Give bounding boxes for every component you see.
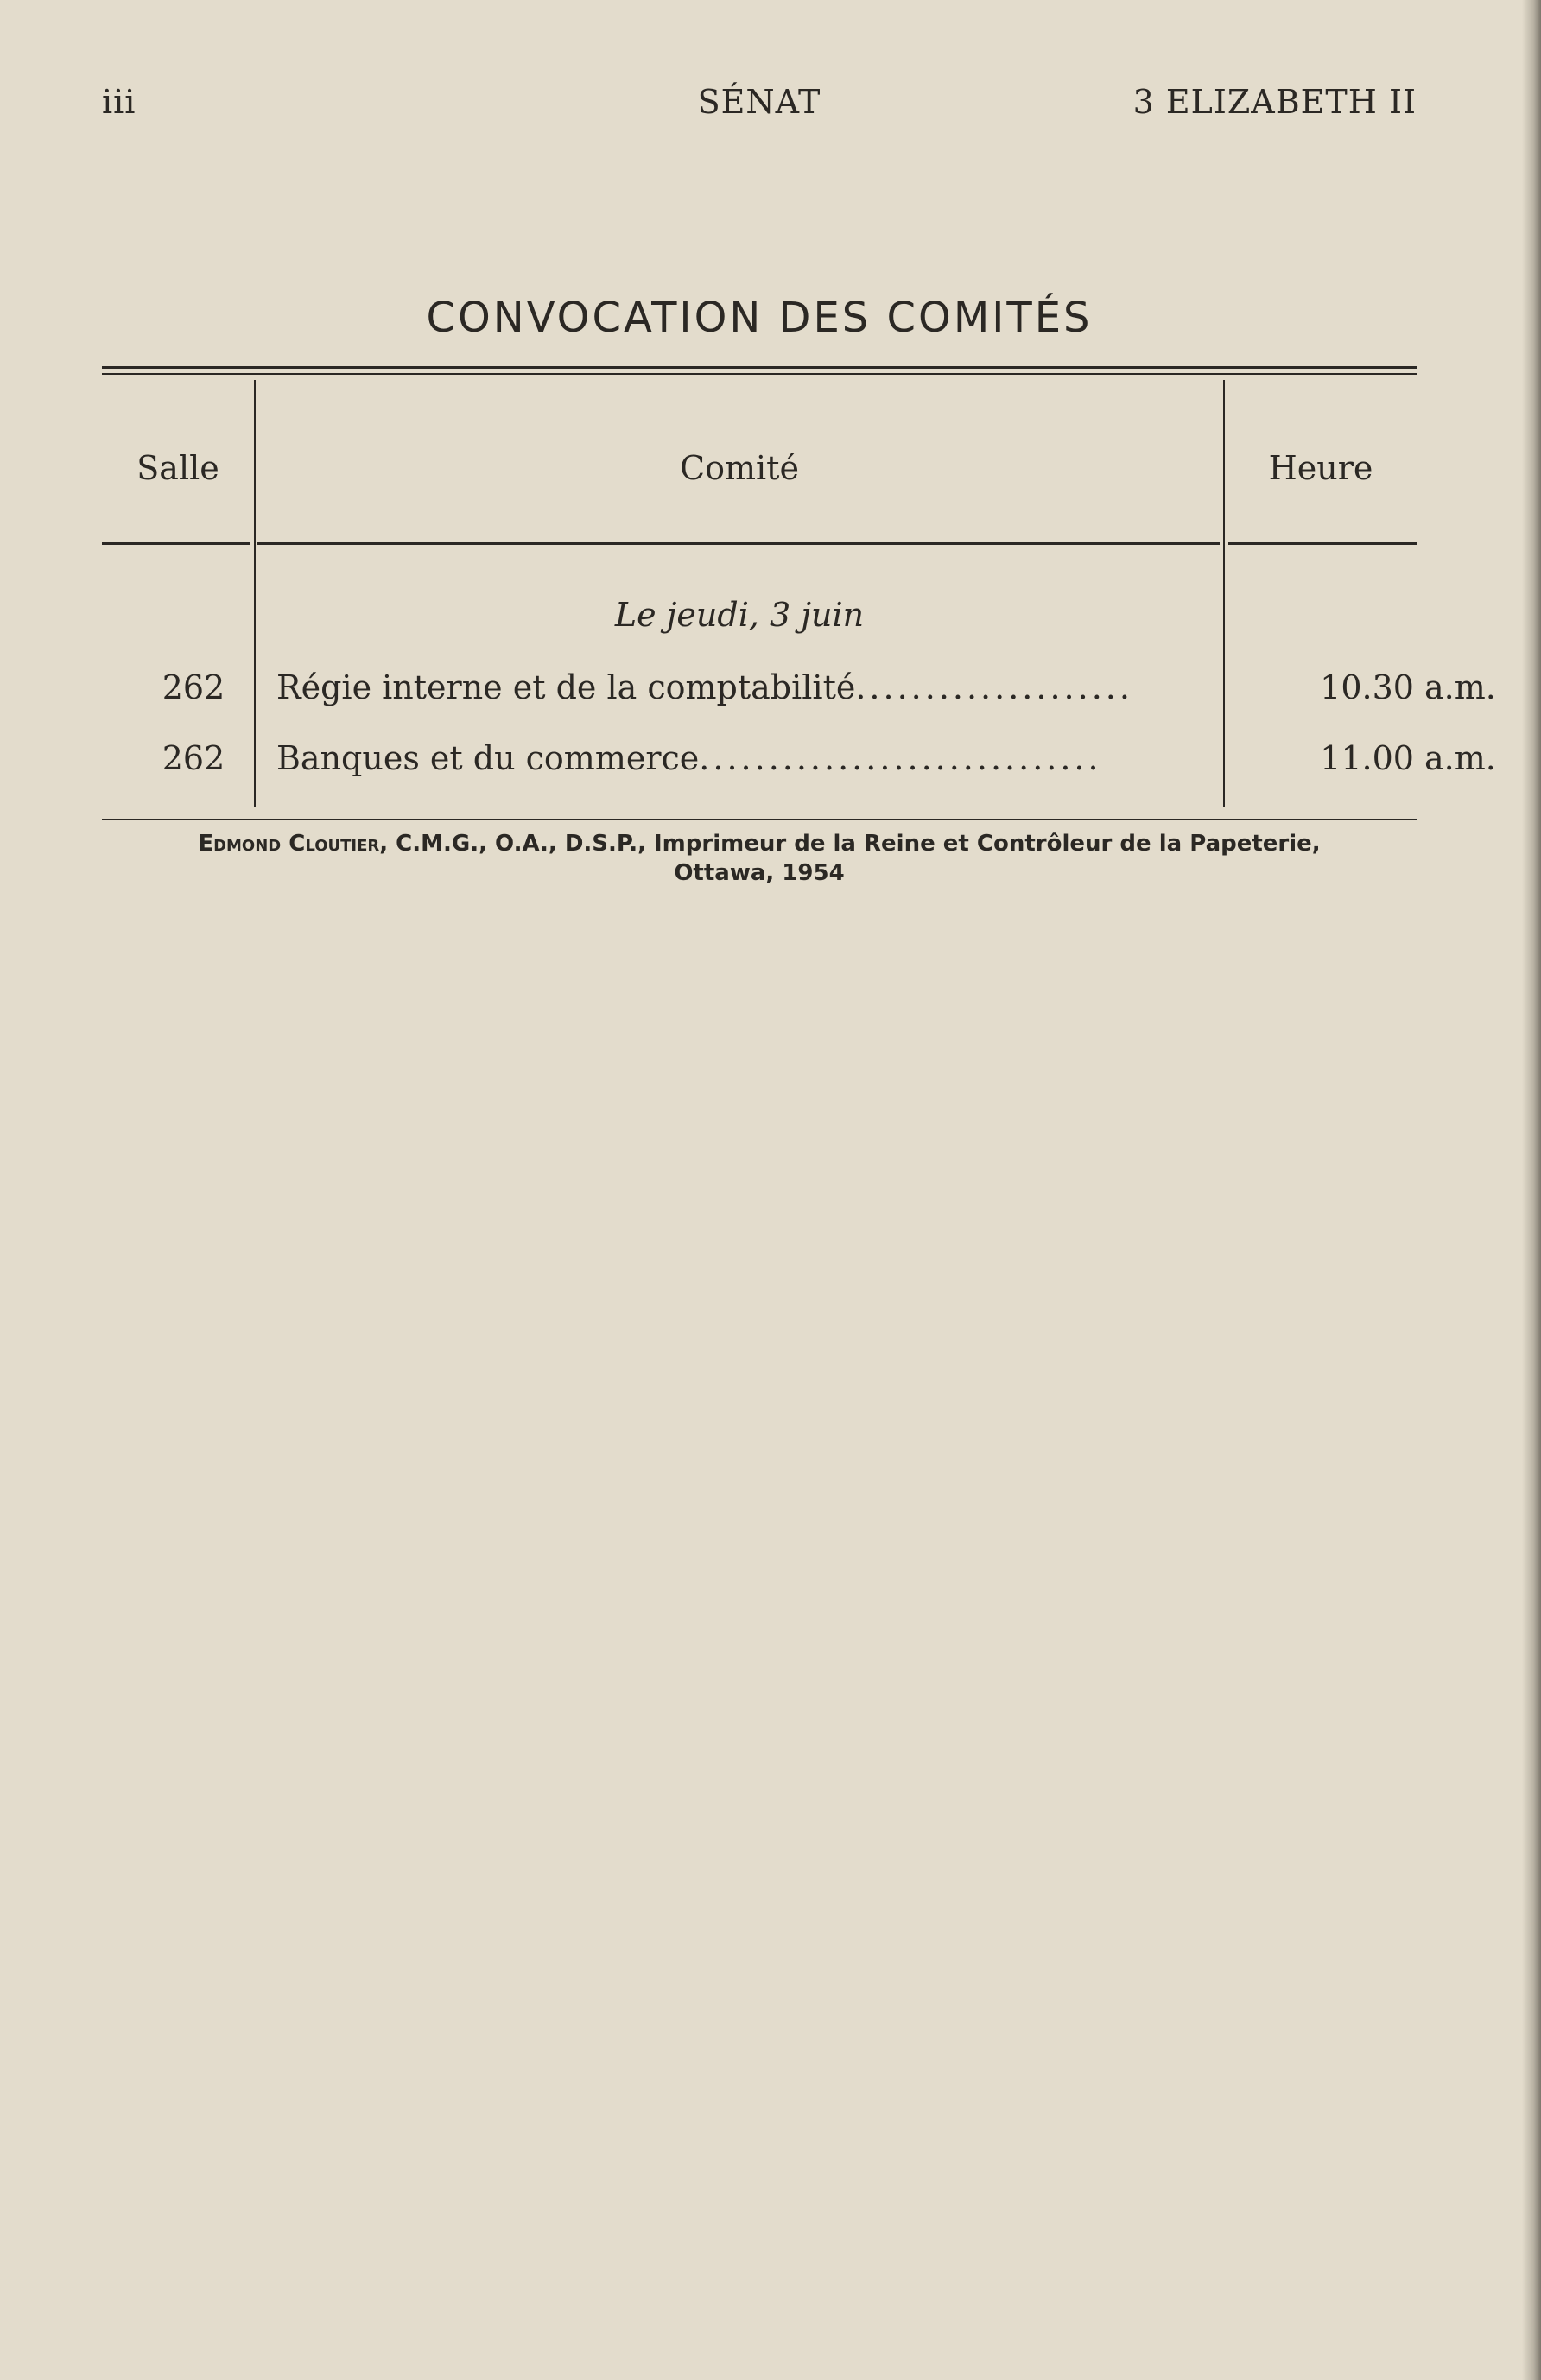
regnal-year: 3 ELIZABETH II (1132, 83, 1417, 121)
meeting-time: 11.00 a.m. (1320, 739, 1496, 777)
footer-rule (102, 819, 1417, 820)
header-title: SÉNAT (697, 83, 821, 121)
page-number: iii (102, 83, 136, 121)
double-rule-top (102, 366, 1417, 369)
committee-name: Banques et du commerce............................. (276, 739, 1102, 777)
table-row (102, 739, 1496, 782)
imprint-line-1 (102, 829, 1417, 858)
printer-titles: , C.M.G., O.A., D.S.P., Imprimeur de la Reine et Contrôleur de la Papeterie, (379, 831, 1321, 857)
page-edge-shadow (1522, 0, 1541, 2380)
printer-name: Edmond Cloutier (198, 831, 380, 857)
imprint-line-2: Ottawa, 1954 (674, 860, 845, 886)
room-number: 262 (162, 739, 225, 777)
room-number: 262 (162, 668, 225, 706)
header-rule-comite (257, 542, 1220, 545)
column-header-heure: Heure (1268, 449, 1373, 487)
table-row (102, 668, 1496, 712)
running-header (102, 83, 1417, 126)
double-rule-bottom (102, 373, 1417, 375)
meeting-date: Le jeudi, 3 juin (614, 596, 865, 634)
committee-name: Régie interne et de la comptabilité.................... (276, 668, 1133, 706)
column-header-salle: Salle (136, 449, 219, 487)
page-title: CONVOCATION DES COMITÉS (426, 294, 1093, 342)
meeting-time: 10.30 a.m. (1320, 668, 1496, 706)
column-header-comite: Comité (680, 449, 799, 487)
header-rule-heure (1228, 542, 1417, 545)
header-rule-salle (102, 542, 250, 545)
printer-imprint (102, 829, 1417, 888)
